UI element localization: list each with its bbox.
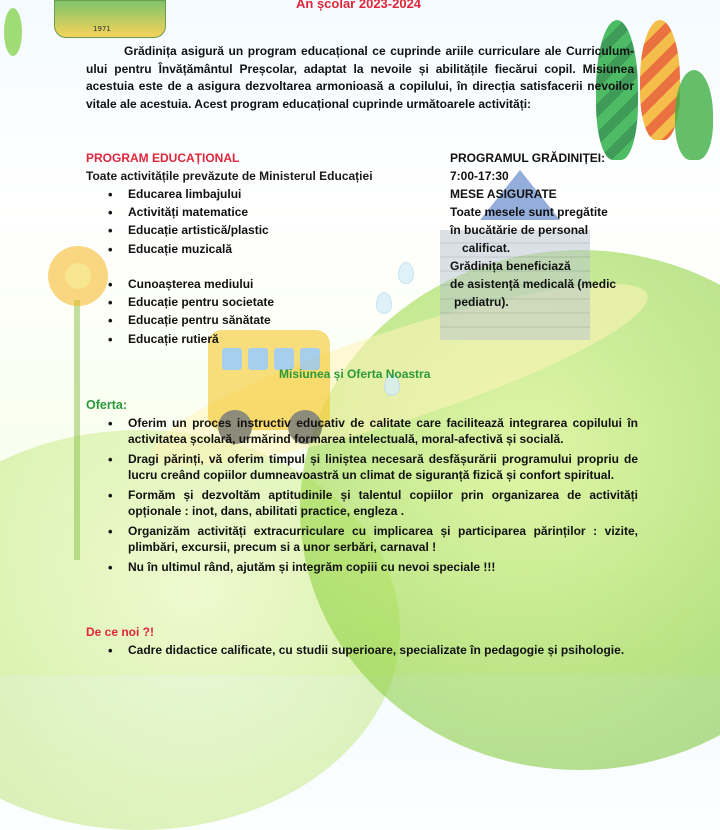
mission-heading: Misiunea și Oferta Noastra (279, 367, 431, 381)
list-item: • Educație pentru societate (108, 295, 274, 313)
list-item: • Educație artistică/plastic (108, 223, 269, 241)
logo-year: 1971 (93, 25, 111, 33)
program-heading: PROGRAM EDUCAȚIONAL (86, 151, 240, 165)
program-list-2 (108, 277, 274, 350)
kindergarten-logo (54, 0, 166, 38)
medical-text: Grădinița beneficiază (450, 259, 571, 273)
flower-stem-illustration (74, 300, 80, 560)
schedule-heading: PROGRAMUL GRĂDINIȚEI: (450, 151, 606, 165)
program-list-1 (108, 187, 269, 260)
list-item: • Educație muzicală (108, 242, 269, 260)
list-item: • Activități matematice (108, 205, 269, 223)
list-item: • Oferim un proces instructiv educativ de calitate care facilitează integrarea copilului în activitatea școlară, urmărind formarea intelectuală, moral-afectivă și socială. (108, 416, 638, 448)
raindrop-icon (376, 292, 392, 314)
list-item: • Nu în ultimul rând, ajutăm și integrăm copiii cu nevoi speciale !!! (108, 560, 638, 576)
list-item: • Cadre didactice calificate, cu studii superioare, specializate în pedagogie și psihologie. (108, 643, 638, 659)
medical-text: pediatru). (454, 295, 509, 309)
why-heading: De ce noi ?! (86, 625, 155, 639)
tree-illustration (675, 70, 713, 160)
tree-illustration (640, 20, 680, 140)
raindrop-icon (398, 262, 414, 284)
list-item: • Formăm și dezvoltăm aptitudinile și talentul copiilor prin organizarea de activități opționale : inot, dans, abilitati practice, engleza . (108, 488, 638, 520)
meals-text: calificat. (462, 241, 511, 255)
list-item: • Educație rutieră (108, 332, 274, 350)
list-item: • Organizăm activități extracurriculare cu implicarea și participarea părinților : vizite, plimbări, excursii, precum si a unor serbări, carnaval ! (108, 524, 638, 556)
offer-heading: Oferta: (86, 398, 127, 412)
medical-text: de asistență medicală (medic (450, 277, 617, 291)
list-item: • Educație pentru sănătate (108, 313, 274, 331)
list-item: • Cunoașterea mediului (108, 277, 274, 295)
meals-heading: MESE ASIGURATE (450, 187, 557, 201)
flower-illustration (48, 246, 108, 306)
list-item: • Dragi părinți, vă oferim timpul și liniștea necesară desfășurării programului propriu de lucru creând copiilor dumneavoastră un climat de siguranță fizică și confort spiritual. (108, 452, 638, 484)
program-subheading: Toate activitățile prevăzute de Ministerul Educației (86, 169, 373, 183)
intro-paragraph: Grădinița asigură un program educațional ce cuprinde ariile curriculare ale Curriculum-ului pentru Învățământul Preșcolar, adaptat la nevoile și abilitățile fiecărui copil. Misiunea acestuia este de a asigura dezvoltarea armonioasă a copilului, în direcția satisfacerii nevoilor vitale ale acestuia. Acest program educațional cuprinde următoarele activități: (86, 44, 634, 111)
leaf-illustration (4, 8, 22, 56)
schedule-hours: 7:00-17:30 (450, 169, 509, 183)
list-item: • Educarea limbajului (108, 187, 269, 205)
school-year-title: An școlar 2023-2024 (296, 0, 422, 11)
meals-text: în bucătărie de personal (450, 223, 589, 237)
offer-list (108, 416, 638, 581)
meals-text: Toate mesele sunt pregătite (450, 205, 608, 219)
why-list (108, 643, 638, 659)
